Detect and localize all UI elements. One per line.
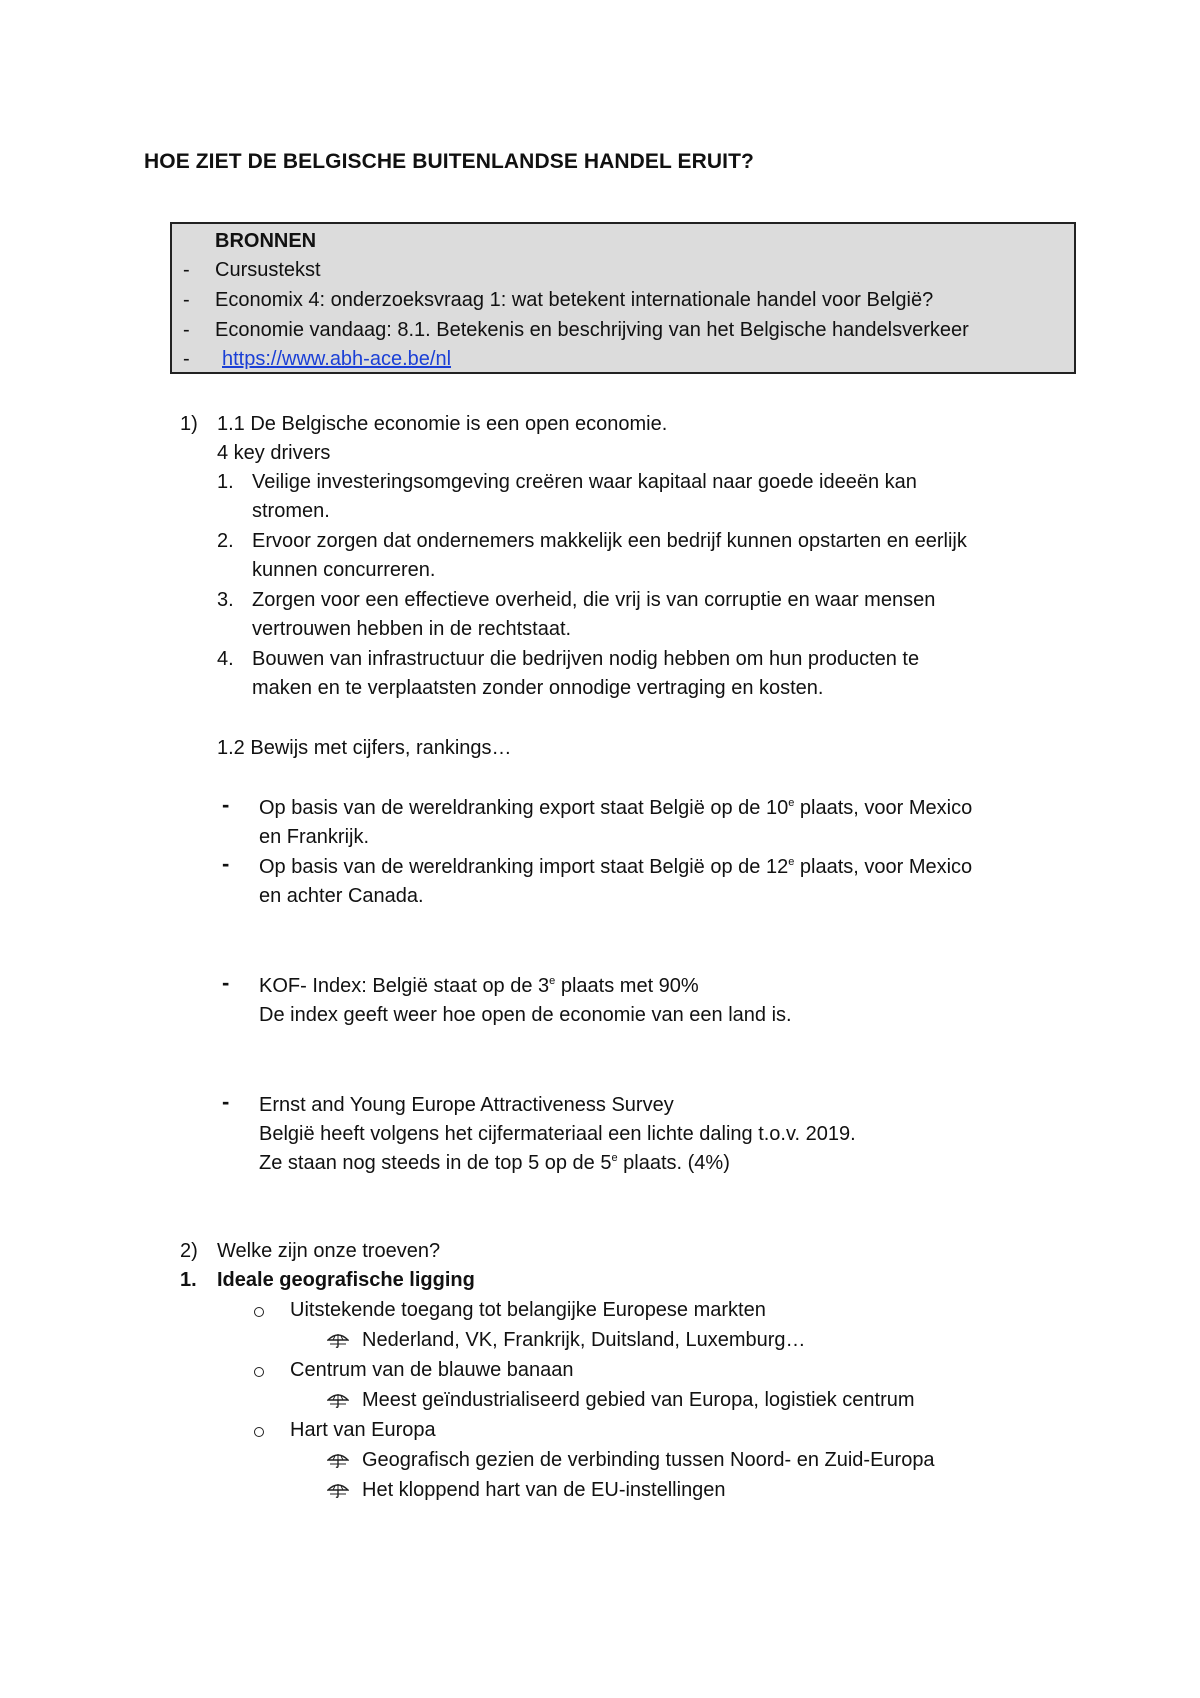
dash-bullet: - xyxy=(222,851,230,876)
sub-list-item: Geografisch gezien de verbinding tussen Noord- en Zuid-Europa xyxy=(362,1449,935,1471)
circle-bullet-icon xyxy=(254,1304,264,1322)
list-number: 1. xyxy=(180,1269,197,1291)
point-title: Ideale geografische ligging xyxy=(217,1269,475,1291)
question-number: 1) xyxy=(180,413,198,435)
page-title: HOE ZIET DE BELGISCHE BUITENLANDSE HANDEL ERUIT? xyxy=(144,150,754,173)
source-item: Cursustekst xyxy=(215,259,321,281)
source-link[interactable]: https://www.abh-ace.be/nl xyxy=(222,348,452,370)
proof-export-continuation: en Frankrijk. xyxy=(259,826,370,848)
list-item: Centrum van de blauwe banaan xyxy=(290,1359,574,1381)
circle-bullet-icon xyxy=(254,1424,264,1442)
sources-bullet: - xyxy=(183,259,190,281)
sources-heading: BRONNEN xyxy=(215,230,317,252)
sub-list-item: Meest geïndustrialiseerd gebied van Europa, logistiek centrum xyxy=(362,1389,915,1411)
sources-bullet: - xyxy=(183,319,190,341)
source-item: Economie vandaag: 8.1. Betekenis en beschrijving van het Belgische handelsverkeer xyxy=(215,319,969,341)
proof-export: Op basis van de wereldranking export staat België op de 10e plaats, voor Mexico xyxy=(259,797,973,819)
proof-ey: Ernst and Young Europe Attractiveness Survey xyxy=(259,1094,674,1116)
proof-ey-rank: Ze staan nog steeds in de top 5 op de 5e plaats. (4%) xyxy=(259,1152,730,1174)
sub-list-item: Nederland, VK, Frankrijk, Duitsland, Luxemburg… xyxy=(362,1329,806,1351)
sources-bullet: - xyxy=(183,348,190,370)
list-number: 3. xyxy=(217,589,234,611)
list-number: 4. xyxy=(217,648,234,670)
dash-bullet: - xyxy=(222,792,230,817)
list-number: 1. xyxy=(217,471,234,493)
section-heading: 1.2 Bewijs met cijfers, rankings… xyxy=(217,737,512,759)
list-item-continuation: kunnen concurreren. xyxy=(252,559,436,581)
list-item: Ervoor zorgen dat ondernemers makkelijk een bedrijf kunnen opstarten en eerlijk xyxy=(252,530,967,552)
list-item-continuation: maken en te verplaatsten zonder onnodige vertraging en kosten. xyxy=(252,677,824,699)
list-item: Veilige investeringsomgeving creëren waar kapitaal naar goede ideeën kan xyxy=(252,471,917,493)
section-heading: Welke zijn onze troeven? xyxy=(217,1240,441,1262)
source-item: Economix 4: onderzoeksvraag 1: wat betekent internationale handel voor België? xyxy=(215,289,934,311)
list-item: Bouwen van infrastructuur die bedrijven nodig hebben om hun producten te xyxy=(252,648,920,670)
dash-bullet: - xyxy=(222,970,230,995)
umbrella-icon xyxy=(327,1451,349,1474)
list-item: Zorgen voor een effectieve overheid, die vrij is van corruptie en waar mensen xyxy=(252,589,936,611)
list-number: 2. xyxy=(217,530,234,552)
section-subheading: 4 key drivers xyxy=(217,442,331,464)
list-item: Uitstekende toegang tot belangijke Europese markten xyxy=(290,1299,766,1321)
umbrella-icon xyxy=(327,1331,349,1354)
proof-import-continuation: en achter Canada. xyxy=(259,885,424,907)
proof-kof-continuation: De index geeft weer hoe open de economie van een land is. xyxy=(259,1004,792,1026)
list-item-continuation: vertrouwen hebben in de rechtstaat. xyxy=(252,618,572,640)
proof-ey-continuation: België heeft volgens het cijfermateriaal een lichte daling t.o.v. 2019. xyxy=(259,1123,856,1145)
proof-import: Op basis van de wereldranking import staat België op de 12e plaats, voor Mexico xyxy=(259,856,973,878)
section-heading: 1.1 De Belgische economie is een open economie. xyxy=(217,413,668,435)
umbrella-icon xyxy=(327,1391,349,1414)
sub-list-item: Het kloppend hart van de EU-instellingen xyxy=(362,1479,726,1501)
sources-bullet: - xyxy=(183,289,190,311)
circle-bullet-icon xyxy=(254,1364,264,1382)
list-item-continuation: stromen. xyxy=(252,500,330,522)
question-number: 2) xyxy=(180,1240,198,1262)
umbrella-icon xyxy=(327,1481,349,1504)
list-item: Hart van Europa xyxy=(290,1419,436,1441)
proof-kof: KOF- Index: België staat op de 3e plaats met 90% xyxy=(259,975,699,997)
dash-bullet: - xyxy=(222,1089,230,1114)
